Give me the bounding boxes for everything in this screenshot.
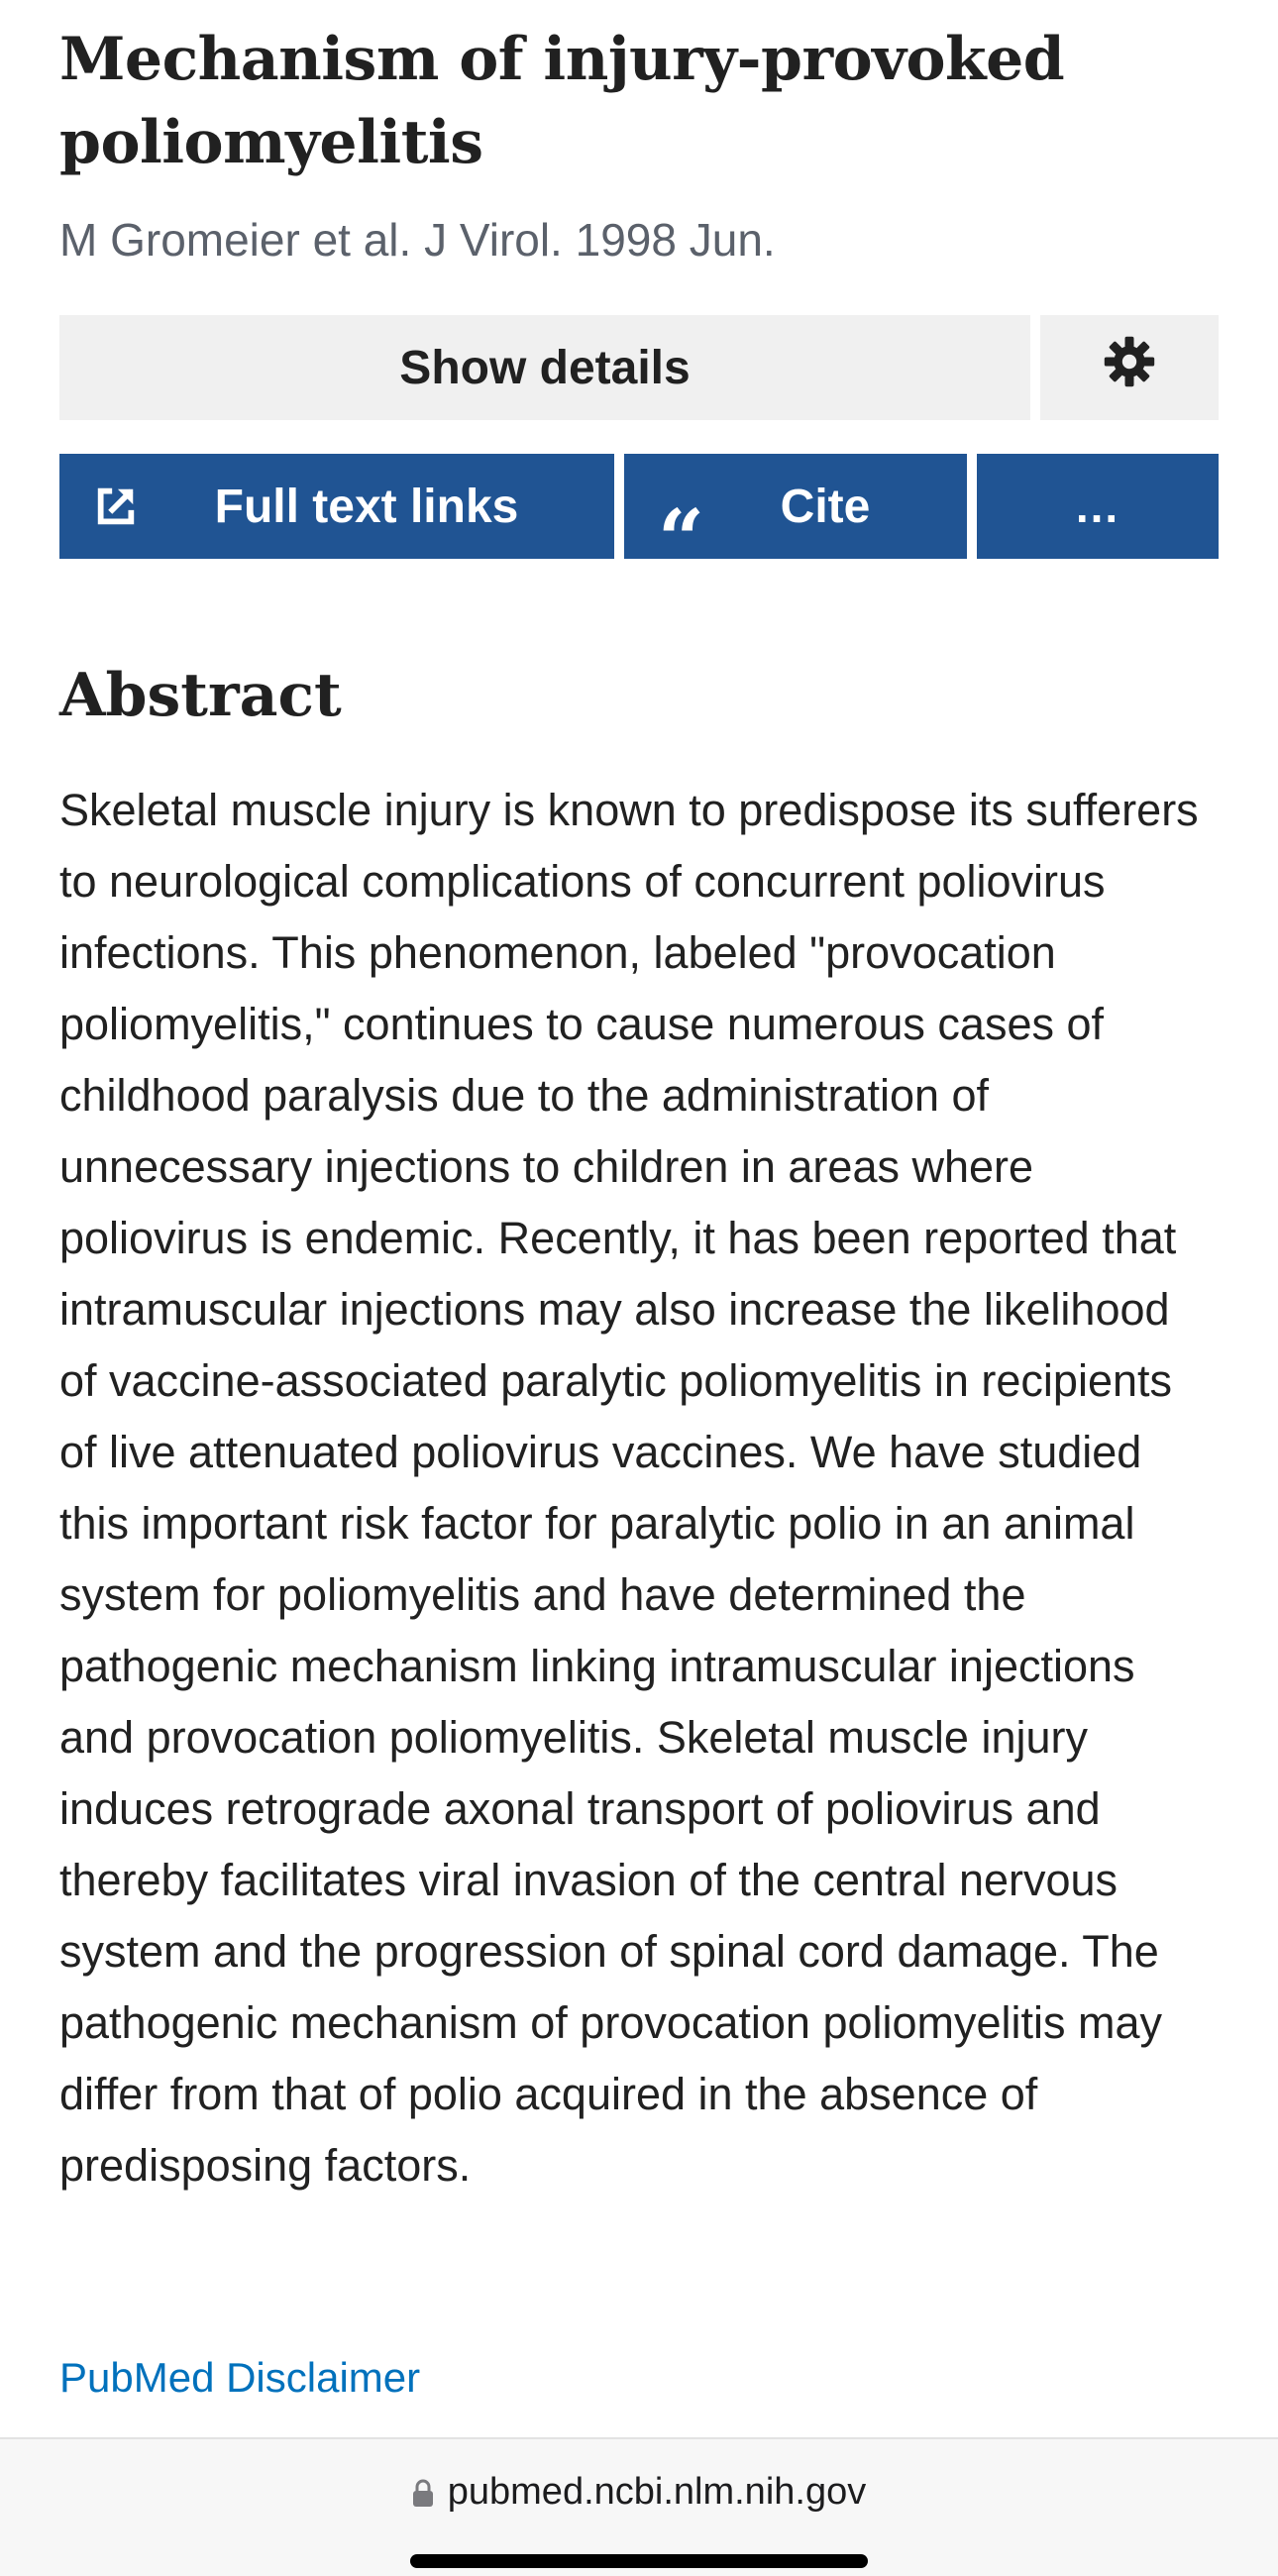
external-link-icon xyxy=(93,483,139,529)
quote-icon: “ xyxy=(658,492,705,588)
more-actions-button[interactable] xyxy=(977,454,1219,559)
abstract-heading: Abstract xyxy=(59,661,342,730)
article-citation: M Gromeier et al. J Virol. 1998 Jun. xyxy=(59,214,776,266)
abstract-text: Skeletal muscle injury is known to predispose its sufferers to neurological complications of concurrent poliovirus infections. This phenomenon, labeled "provocation poliomyelitis," continues to cause numerous cases of childhood paralysis due to the administration of unnecessary injections to children in areas where poliovirus is endemic. Recently, it has been reported that intramuscular injections may also increase the likelihood of vaccine-associated paralytic poliomyelitis in recipients of live attenuated poliovirus vaccines. We have studied this important risk factor for paralytic polio in an animal system for poliomyelitis and have determined the pathogenic mechanism linking intramuscular injections and provocation poliomyelitis. Skeletal muscle injury induces retrograde axonal transport of poliovirus and thereby facilitates viral invasion of the central nervous system and the progression of spinal cord damage. The pathogenic mechanism of provocation poliomyelitis may differ from that of polio acquired in the absence of predisposing factors. xyxy=(59,785,1199,2191)
display-settings-button[interactable] xyxy=(1040,315,1219,420)
full-text-links-label: Full text links xyxy=(214,480,519,533)
show-details-button[interactable] xyxy=(59,315,1030,420)
browser-url: pubmed.ncbi.nlm.nih.gov xyxy=(447,2471,867,2513)
full-text-links-button[interactable] xyxy=(59,454,614,559)
home-indicator[interactable] xyxy=(410,2554,868,2568)
lock-icon xyxy=(412,2478,434,2508)
pubmed-disclaimer-link[interactable]: PubMed Disclaimer xyxy=(59,2354,421,2401)
cite-label: Cite xyxy=(780,480,871,533)
article-title: Mechanism of injury-provoked poliomyelitis xyxy=(59,25,1065,177)
show-details-label: Show details xyxy=(399,341,691,394)
gear-icon xyxy=(1103,335,1156,400)
more-actions-label: ... xyxy=(1075,481,1120,532)
cite-button[interactable] xyxy=(624,454,967,588)
